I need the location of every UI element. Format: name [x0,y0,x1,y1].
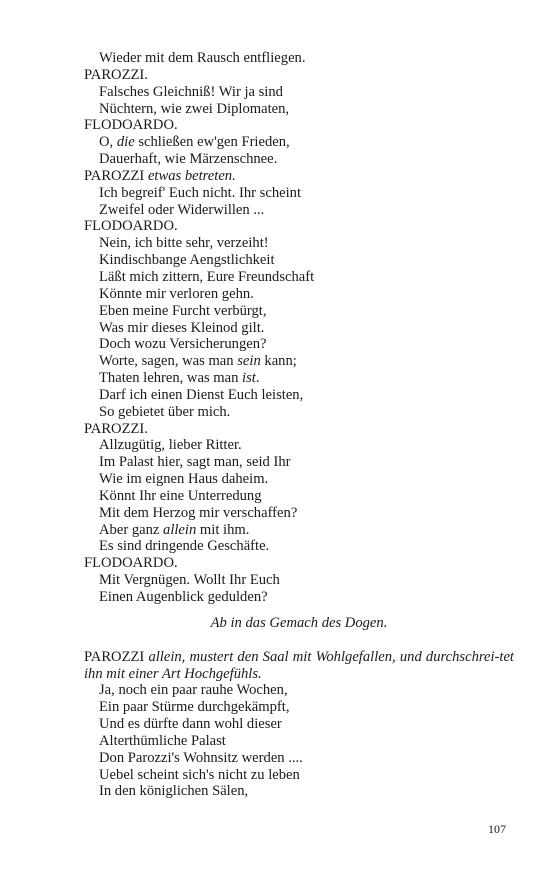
text-run: Allzugütig, lieber Ritter. [99,437,242,454]
text-run: Worte, sagen, was man [99,353,238,370]
text-run: Es sind dringende Geschäfte. [99,538,270,555]
verse-line [84,522,514,539]
verse-line [84,336,514,353]
text-run: PAROZZI. [84,420,148,437]
text-run: Nein, ich bitte sehr, verzeiht! [99,235,269,252]
verse-line [84,505,514,522]
italic-text: allein [163,521,197,538]
text-run: Aber ganz [99,521,164,538]
verse-line [84,488,514,505]
text-run: PAROZZI [84,648,149,665]
stage-direction [84,615,514,632]
text-run: In den königlichen Sälen, [99,783,249,800]
verse-line [84,84,514,101]
text-run: Ich begreif' Euch nicht. Ihr scheint [99,184,301,201]
verse-line [84,716,514,733]
verse-line [84,303,514,320]
text-run: Und es dürfte dann wohl dieser [99,716,282,733]
text-run: Falsches Gleichniß! Wir ja sind [99,83,283,100]
page-number: 107 [488,822,506,836]
text-run: Uebel scheint sich's nicht zu leben [99,766,300,783]
text-run: O, [99,134,117,151]
verse-line [84,185,514,202]
verse-line [84,101,514,118]
verse-line [84,151,514,168]
text-run: Einen Augenblick gedulden? [99,589,268,605]
text-run: Thaten lehren, was man [99,370,243,387]
italic-text: allein, mustert den Saal mit Wohlgefallen, und durchschrei-tet ihn mit einer Art Hochgefühls. [84,648,514,682]
text-run: . [255,370,260,387]
text-run: Eben meine Furcht verbürgt, [99,302,267,319]
text-run: Nüchtern, wie zwei Diplomaten, [99,100,290,117]
verse-line [84,471,514,488]
verse-line [84,320,514,337]
verse-line [84,387,514,404]
verse-line [84,370,514,387]
text-run: Don Parozzi's Wohnsitz werden .... [99,749,303,766]
text-run: Im Palast hier, sagt man, seid Ihr [99,454,291,471]
text-run: So gebietet über mich. [99,403,231,420]
text-run: Alterthümliche Palast [99,732,226,749]
text-run: Darf ich einen Dienst Euch leisten, [99,386,304,403]
speaker-name [84,117,514,134]
text-run: Dauerhaft, wie Märzenschnee. [99,151,278,168]
text-run: Läßt mich zittern, Eure Freundschaft [99,268,315,285]
speaker-name [84,168,514,185]
text-run: FLODOARDO. [84,117,178,134]
text-run: schließen ew'gen Frieden, [134,134,290,151]
verse-line [84,269,514,286]
stage-direction-paragraph [84,649,514,683]
text-run: Könnt Ihr eine Unterredung [99,487,262,504]
verse-line [84,783,514,800]
page-text [84,50,514,800]
italic-text: Ab in das Gemach des Dogen. [210,614,388,631]
text-run: Mit Vergnügen. Wollt Ihr Euch [99,572,280,589]
text-run: mit ihm. [196,521,250,538]
verse-line [84,252,514,269]
text-run: PAROZZI. [84,66,148,83]
text-run: Was mir dieses Kleinod gilt. [99,319,265,336]
text-run: Mit dem Herzog mir verschaffen? [99,504,298,521]
italic-text: etwas betreten. [147,167,236,184]
verse-line [84,733,514,750]
verse-line [84,404,514,421]
italic-text: die [116,134,135,151]
text-run: FLODOARDO. [84,555,178,572]
verse-line [84,750,514,767]
speaker-name [84,67,514,84]
verse-line [84,538,514,555]
speaker-name [84,555,514,572]
text-run: PAROZZI [84,167,148,184]
italic-text: ist [242,370,256,387]
verse-line [84,682,514,699]
verse-line [84,134,514,151]
verse-line [84,202,514,219]
verse-line [84,50,514,67]
text-run: Ein paar Stürme durchgekämpft, [99,699,290,716]
italic-text: sein [237,353,261,370]
speaker-name [84,218,514,235]
verse-line [84,437,514,454]
text-run: Ja, noch ein paar rauhe Wochen, [99,682,288,699]
text-run: Zweifel oder Widerwillen ... [99,201,265,218]
verse-line [84,353,514,370]
text-run: Kindischbange Aengstlichkeit [99,252,275,269]
verse-line [84,572,514,589]
verse-line [84,454,514,471]
text-run: Wieder mit dem Rausch entfliegen. [99,50,306,66]
verse-line [84,699,514,716]
verse-line [84,767,514,784]
verse-line [84,286,514,303]
verse-line [84,235,514,252]
text-run: Könnte mir verloren gehn. [99,285,254,302]
text-run: kann; [260,353,297,370]
text-run: FLODOARDO. [84,218,178,235]
verse-line [84,589,514,606]
text-run: Doch wozu Versicherungen? [99,336,267,353]
text-run: Wie im eignen Haus daheim. [99,471,269,488]
speaker-name [84,421,514,438]
